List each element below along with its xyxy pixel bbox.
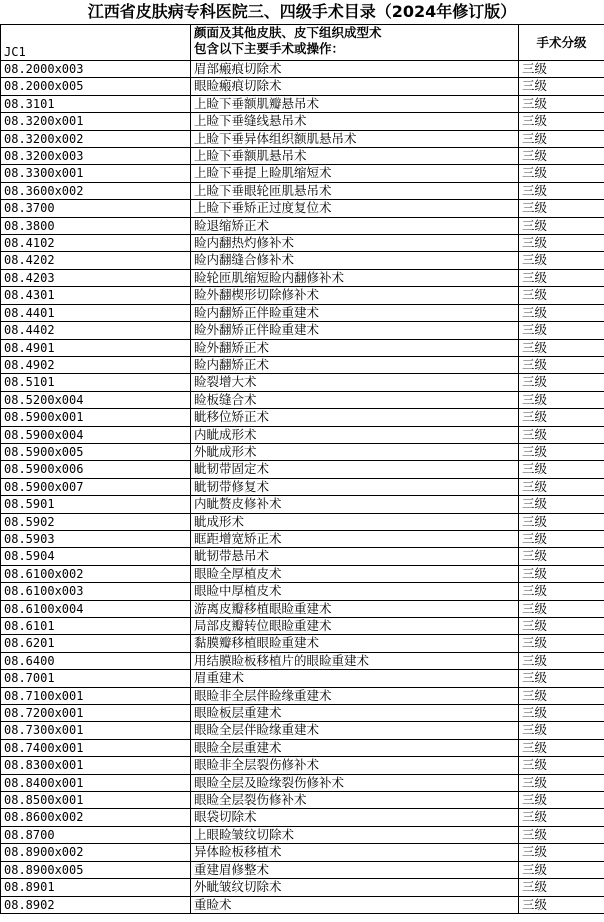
row-code: 08.6100x002 — [1, 565, 191, 582]
row-procedure-name: 局部皮瓣转位眼睑重建术 — [191, 618, 519, 635]
row-surgery-level: 三级 — [519, 322, 604, 339]
row-surgery-level: 三级 — [519, 339, 604, 356]
table-row — [1, 339, 604, 356]
row-surgery-level: 三级 — [519, 774, 604, 791]
row-code: 08.8900x002 — [1, 844, 191, 861]
table-row — [1, 409, 604, 426]
row-procedure-name: 眦韧带固定术 — [191, 461, 519, 478]
row-surgery-level: 三级 — [519, 148, 604, 165]
row-procedure-name: 眼睑非全层伴睑缘重建术 — [191, 687, 519, 704]
row-procedure-name: 睑外翻矫正术 — [191, 339, 519, 356]
table-row — [1, 565, 604, 582]
row-surgery-level: 三级 — [519, 61, 604, 78]
row-code: 08.3101 — [1, 95, 191, 112]
row-procedure-name: 上睑下垂眼轮匝肌悬吊术 — [191, 182, 519, 199]
table-row — [1, 426, 604, 443]
row-procedure-name: 眼睑瘢痕切除术 — [191, 78, 519, 95]
row-code: 08.5900x001 — [1, 409, 191, 426]
row-code: 08.8400x001 — [1, 774, 191, 791]
row-code: 08.3800 — [1, 217, 191, 234]
row-surgery-level: 三级 — [519, 217, 604, 234]
row-code: 08.5903 — [1, 530, 191, 547]
header-category — [191, 25, 519, 61]
row-code: 08.5900x007 — [1, 478, 191, 495]
table-row — [1, 287, 604, 304]
row-code: 08.5101 — [1, 374, 191, 391]
row-procedure-name: 眼睑全层伴睑缘重建术 — [191, 722, 519, 739]
row-procedure-name: 上睑下垂异体组织额肌悬吊术 — [191, 130, 519, 147]
table-row — [1, 130, 604, 147]
row-code: 08.8901 — [1, 879, 191, 896]
row-code: 08.8700 — [1, 826, 191, 843]
table-row — [1, 78, 604, 95]
surgery-table — [0, 24, 604, 914]
row-surgery-level: 三级 — [519, 496, 604, 513]
row-surgery-level: 三级 — [519, 687, 604, 704]
header-category-line1: 颜面及其他皮肤、皮下组织成型术 — [194, 25, 382, 40]
row-procedure-name: 眦韧带修复术 — [191, 478, 519, 495]
table-row — [1, 739, 604, 756]
table-row — [1, 95, 604, 112]
row-code: 08.3200x002 — [1, 130, 191, 147]
row-procedure-name: 用结膜睑板移植片的眼睑重建术 — [191, 652, 519, 669]
row-surgery-level: 三级 — [519, 269, 604, 286]
table-row — [1, 61, 604, 78]
row-procedure-name: 眼睑全层及睑缘裂伤修补术 — [191, 774, 519, 791]
row-surgery-level: 三级 — [519, 565, 604, 582]
table-row — [1, 252, 604, 269]
table-row — [1, 583, 604, 600]
row-code: 08.6100x003 — [1, 583, 191, 600]
row-surgery-level: 三级 — [519, 548, 604, 565]
row-surgery-level: 三级 — [519, 583, 604, 600]
row-procedure-name: 上睑下垂额肌瓣悬吊术 — [191, 95, 519, 112]
row-surgery-level: 三级 — [519, 182, 604, 199]
table-row — [1, 148, 604, 165]
row-code: 08.5900x004 — [1, 426, 191, 443]
table-row — [1, 792, 604, 809]
row-surgery-level: 三级 — [519, 722, 604, 739]
row-procedure-name: 眼睑全层裂伤修补术 — [191, 792, 519, 809]
row-surgery-level: 三级 — [519, 809, 604, 826]
row-surgery-level: 三级 — [519, 635, 604, 652]
row-procedure-name: 睑退缩矫正术 — [191, 217, 519, 234]
row-procedure-name: 睑内翻缝合修补术 — [191, 252, 519, 269]
table-row — [1, 705, 604, 722]
row-code: 08.3300x001 — [1, 165, 191, 182]
table-row — [1, 652, 604, 669]
row-procedure-name: 睑裂增大术 — [191, 374, 519, 391]
table-row — [1, 687, 604, 704]
row-surgery-level: 三级 — [519, 879, 604, 896]
table-row — [1, 461, 604, 478]
row-code: 08.4901 — [1, 339, 191, 356]
row-surgery-level: 三级 — [519, 513, 604, 530]
row-surgery-level: 三级 — [519, 287, 604, 304]
row-procedure-name: 外眦皱纹切除术 — [191, 879, 519, 896]
row-surgery-level: 三级 — [519, 600, 604, 617]
table-row — [1, 618, 604, 635]
table-row — [1, 496, 604, 513]
row-surgery-level: 三级 — [519, 113, 604, 130]
row-surgery-level: 三级 — [519, 792, 604, 809]
row-procedure-name: 内眦赘皮修补术 — [191, 496, 519, 513]
row-surgery-level: 三级 — [519, 443, 604, 460]
table-row — [1, 356, 604, 373]
row-code: 08.5901 — [1, 496, 191, 513]
row-procedure-name: 上眼睑皱纹切除术 — [191, 826, 519, 843]
table-row — [1, 879, 604, 896]
table-row — [1, 304, 604, 321]
row-code: 08.4202 — [1, 252, 191, 269]
row-procedure-name: 游离皮瓣移植眼睑重建术 — [191, 600, 519, 617]
table-row — [1, 391, 604, 408]
row-code: 08.5900x006 — [1, 461, 191, 478]
row-surgery-level: 三级 — [519, 252, 604, 269]
row-procedure-name: 眶距增宽矫正术 — [191, 530, 519, 547]
row-code: 08.8500x001 — [1, 792, 191, 809]
row-surgery-level: 三级 — [519, 130, 604, 147]
row-code: 08.6201 — [1, 635, 191, 652]
row-procedure-name: 重建眉修整术 — [191, 861, 519, 878]
row-surgery-level: 三级 — [519, 165, 604, 182]
row-code: 08.3700 — [1, 200, 191, 217]
table-row — [1, 443, 604, 460]
row-code: 08.7300x001 — [1, 722, 191, 739]
row-procedure-name: 外眦成形术 — [191, 443, 519, 460]
row-surgery-level: 三级 — [519, 652, 604, 669]
row-code: 08.5200x004 — [1, 391, 191, 408]
row-code: 08.7100x001 — [1, 687, 191, 704]
header-category-line2: 包含以下主要手术或操作： — [194, 41, 345, 56]
row-code: 08.8902 — [1, 896, 191, 913]
row-surgery-level: 三级 — [519, 478, 604, 495]
row-procedure-name: 上睑下垂矫正过度复位术 — [191, 200, 519, 217]
row-procedure-name: 睑外翻矫正伴睑重建术 — [191, 322, 519, 339]
table-row — [1, 113, 604, 130]
row-code: 08.2000x005 — [1, 78, 191, 95]
table-row — [1, 322, 604, 339]
row-code: 08.7001 — [1, 670, 191, 687]
row-procedure-name: 异体睑板移植术 — [191, 844, 519, 861]
table-row — [1, 513, 604, 530]
table-row — [1, 548, 604, 565]
row-code: 08.3600x002 — [1, 182, 191, 199]
row-surgery-level: 三级 — [519, 705, 604, 722]
row-procedure-name: 睑外翻楔形切除修补术 — [191, 287, 519, 304]
row-procedure-name: 上睑下垂缝线悬吊术 — [191, 113, 519, 130]
row-procedure-name: 眼睑全厚植皮术 — [191, 565, 519, 582]
table-row — [1, 861, 604, 878]
table-row — [1, 530, 604, 547]
row-code: 08.4203 — [1, 269, 191, 286]
row-procedure-name: 眼睑板层重建术 — [191, 705, 519, 722]
row-surgery-level: 三级 — [519, 896, 604, 913]
row-code: 08.6100x004 — [1, 600, 191, 617]
row-code: 08.8900x005 — [1, 861, 191, 878]
table-row — [1, 235, 604, 252]
row-procedure-name: 上睑下垂提上睑肌缩短术 — [191, 165, 519, 182]
row-code: 08.3200x001 — [1, 113, 191, 130]
row-code: 08.3200x003 — [1, 148, 191, 165]
row-code: 08.5904 — [1, 548, 191, 565]
row-procedure-name: 睑轮匝肌缩短睑内翻修补术 — [191, 269, 519, 286]
row-procedure-name: 眼袋切除术 — [191, 809, 519, 826]
row-code: 08.4301 — [1, 287, 191, 304]
row-code: 08.4401 — [1, 304, 191, 321]
row-code: 08.2000x003 — [1, 61, 191, 78]
row-surgery-level: 三级 — [519, 409, 604, 426]
row-procedure-name: 重睑术 — [191, 896, 519, 913]
row-code: 08.5900x005 — [1, 443, 191, 460]
table-row — [1, 722, 604, 739]
row-surgery-level: 三级 — [519, 757, 604, 774]
row-procedure-name: 睑内翻矫正术 — [191, 356, 519, 373]
row-surgery-level: 三级 — [519, 861, 604, 878]
table-row — [1, 896, 604, 913]
table-row — [1, 774, 604, 791]
row-code: 08.8300x001 — [1, 757, 191, 774]
table-row — [1, 374, 604, 391]
row-procedure-name: 眼睑中厚植皮术 — [191, 583, 519, 600]
row-procedure-name: 眦韧带悬吊术 — [191, 548, 519, 565]
row-surgery-level: 三级 — [519, 844, 604, 861]
table-row — [1, 478, 604, 495]
row-surgery-level: 三级 — [519, 530, 604, 547]
table-row — [1, 600, 604, 617]
row-code: 08.7400x001 — [1, 739, 191, 756]
table-row — [1, 826, 604, 843]
row-surgery-level: 三级 — [519, 356, 604, 373]
row-code: 08.8600x002 — [1, 809, 191, 826]
row-surgery-level: 三级 — [519, 391, 604, 408]
row-code: 08.4902 — [1, 356, 191, 373]
row-surgery-level: 三级 — [519, 739, 604, 756]
table-row — [1, 165, 604, 182]
header-level: 手术分级 — [519, 25, 604, 61]
page-title: 江西省皮肤病专科医院三、四级手术目录（2024年修订版） — [0, 0, 604, 25]
table-row — [1, 670, 604, 687]
row-procedure-name: 眉重建术 — [191, 670, 519, 687]
row-surgery-level: 三级 — [519, 200, 604, 217]
table-row — [1, 757, 604, 774]
row-procedure-name: 睑板缝合术 — [191, 391, 519, 408]
row-surgery-level: 三级 — [519, 618, 604, 635]
row-surgery-level: 三级 — [519, 461, 604, 478]
row-surgery-level: 三级 — [519, 670, 604, 687]
row-procedure-name: 睑内翻热灼修补术 — [191, 235, 519, 252]
table-row — [1, 635, 604, 652]
row-procedure-name: 眼睑全层重建术 — [191, 739, 519, 756]
row-surgery-level: 三级 — [519, 95, 604, 112]
table-row — [1, 809, 604, 826]
table-row — [1, 200, 604, 217]
table-row — [1, 269, 604, 286]
row-surgery-level: 三级 — [519, 374, 604, 391]
header-code: JC1 — [1, 25, 191, 61]
row-procedure-name: 眦成形术 — [191, 513, 519, 530]
row-code: 08.6400 — [1, 652, 191, 669]
row-procedure-name: 黏膜瓣移植眼睑重建术 — [191, 635, 519, 652]
row-surgery-level: 三级 — [519, 826, 604, 843]
row-procedure-name: 眼睑非全层裂伤修补术 — [191, 757, 519, 774]
row-procedure-name: 眉部瘢痕切除术 — [191, 61, 519, 78]
table-row — [1, 844, 604, 861]
row-code: 08.6101 — [1, 618, 191, 635]
row-code: 08.4102 — [1, 235, 191, 252]
row-surgery-level: 三级 — [519, 304, 604, 321]
row-procedure-name: 上睑下垂额肌悬吊术 — [191, 148, 519, 165]
row-code: 08.5902 — [1, 513, 191, 530]
table-row — [1, 217, 604, 234]
row-procedure-name: 眦移位矫正术 — [191, 409, 519, 426]
row-code: 08.4402 — [1, 322, 191, 339]
table-header-row — [1, 25, 604, 61]
table-row — [1, 182, 604, 199]
row-procedure-name: 内眦成形术 — [191, 426, 519, 443]
row-code: 08.7200x001 — [1, 705, 191, 722]
row-surgery-level: 三级 — [519, 235, 604, 252]
row-surgery-level: 三级 — [519, 426, 604, 443]
row-procedure-name: 睑内翻矫正伴睑重建术 — [191, 304, 519, 321]
row-surgery-level: 三级 — [519, 78, 604, 95]
